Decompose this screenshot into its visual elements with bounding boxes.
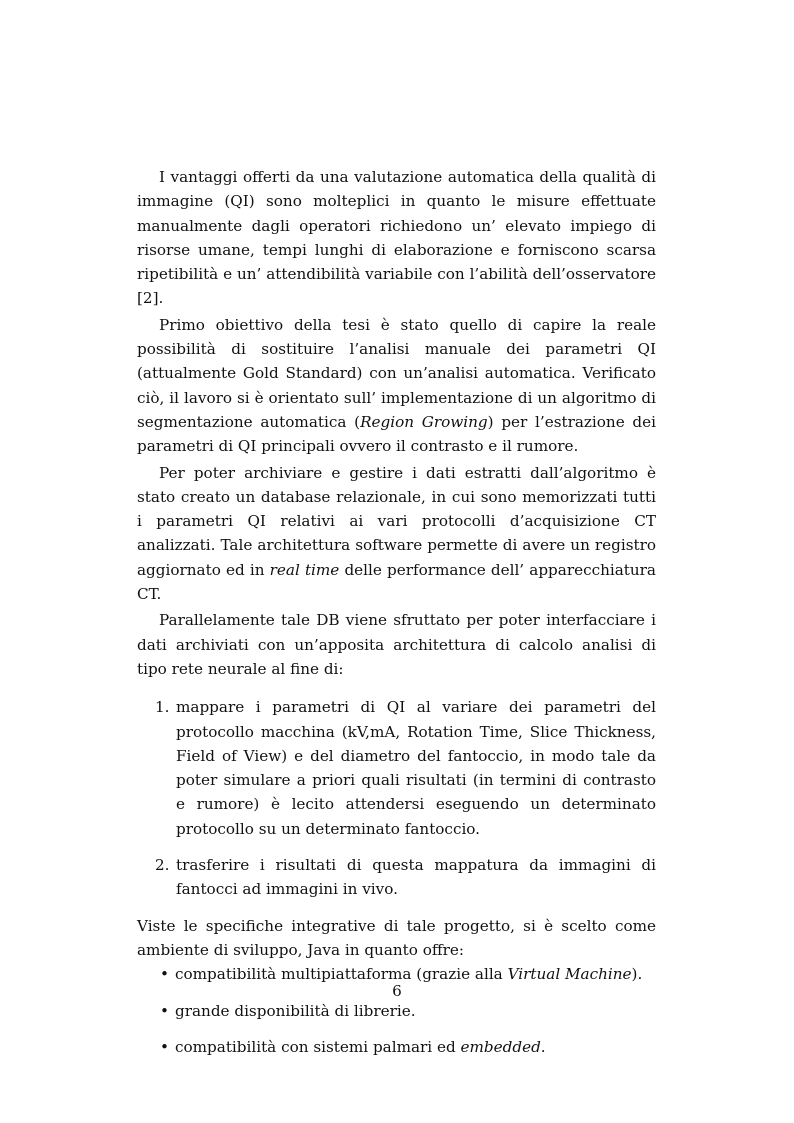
list-item-text: ). <box>631 965 643 984</box>
list-item-text: grande disponibilità di librerie. <box>175 1001 416 1020</box>
list-item <box>137 695 656 841</box>
paragraph-database <box>137 461 656 607</box>
paragraph-thesis-objective <box>137 313 656 459</box>
list-item-text: compatibilità multipiattaforma (grazie alla <box>175 965 508 984</box>
page-number: 6 <box>392 982 402 1000</box>
list-item <box>137 999 656 1023</box>
emphasis-text: Virtual Machine <box>507 965 632 984</box>
paragraph-text: delle performance dell’ apparecchiatura CT. <box>137 560 656 604</box>
page-body <box>137 165 656 1059</box>
paragraph-text: Primo obiettivo della tesi è stato quello di capire la reale possibilità di sostituire l’analisi manuale dei parametri QI (attualmente Gold Standard) con un’analisi automatica. Verificato ciò, il lavoro si è orientato sull’ implementazione di un algoritmo di segmentazione automatica ( <box>137 315 656 431</box>
emphasis-text: real time <box>269 560 340 579</box>
list-item-text: compatibilità con sistemi palmari ed <box>175 1037 461 1056</box>
bullet-list <box>137 962 656 1059</box>
emphasis-text: Region Growing <box>360 412 488 431</box>
emphasis-text: embedded <box>460 1037 541 1056</box>
paragraph-neural-network: Parallelamente tale DB viene sfruttato per poter interfacciare i dati archiviati con un’apposita architettura di calcolo analisi di tipo rete neurale al fine di: <box>137 611 656 678</box>
paragraph-text: Per poter archiviare e gestire i dati estratti dall’algoritmo è stato creato un database relazionale, in cui sono memorizzati tutti i parametri QI relativi ai vari protocolli d’acquisizione CT analizzati. Tale architettura software permette di avere un registro aggiornato ed in <box>137 463 656 579</box>
paragraph-text: ) per l’estrazione dei parametri di QI principali ovvero il contrasto e il rumore. <box>137 412 657 456</box>
list-item-text: . <box>540 1037 546 1056</box>
list-item-text: trasferire i risultati di questa mappatura da immagini di fantocci ad immagini in vivo. <box>176 856 656 899</box>
list-item <box>137 853 656 902</box>
list-item-text: mappare i parametri di QI al variare dei parametri del protocollo macchina (kV,mA, Rotation Time, Slice Thickness, Field of View) e del diametro del fantoccio, in modo tale da poter simulare a priori quali risultati (in termini di contrasto e rumore) è lecito attendersi eseguendo un determinato protocollo su un determinato fantoccio. <box>176 698 656 838</box>
list-item <box>137 1035 656 1059</box>
enumerated-list <box>137 695 656 901</box>
list-item-number: 1. <box>155 698 170 717</box>
bullet-icon: • <box>160 1037 169 1056</box>
list-item-number: 2. <box>155 856 170 875</box>
paragraph-qi-advantages: I vantaggi offerti da una valutazione automatica della qualità di immagine (QI) sono molteplici in quanto le misure effettuate manualmente dagli operatori richiedono un’ elevato impiego di risorse umane, tempi lunghi di elaborazione e forniscono scarsa ripetibilità e un’ attendibilità variabile con l’abilità dell’osservatore [2]. <box>137 168 656 308</box>
paragraph-java-choice: Viste le specifiche integrative di tale progetto, si è scelto come ambiente di sviluppo, Java in quanto offre: <box>137 916 656 959</box>
bullet-icon: • <box>160 965 169 984</box>
bullet-icon: • <box>160 1001 169 1020</box>
